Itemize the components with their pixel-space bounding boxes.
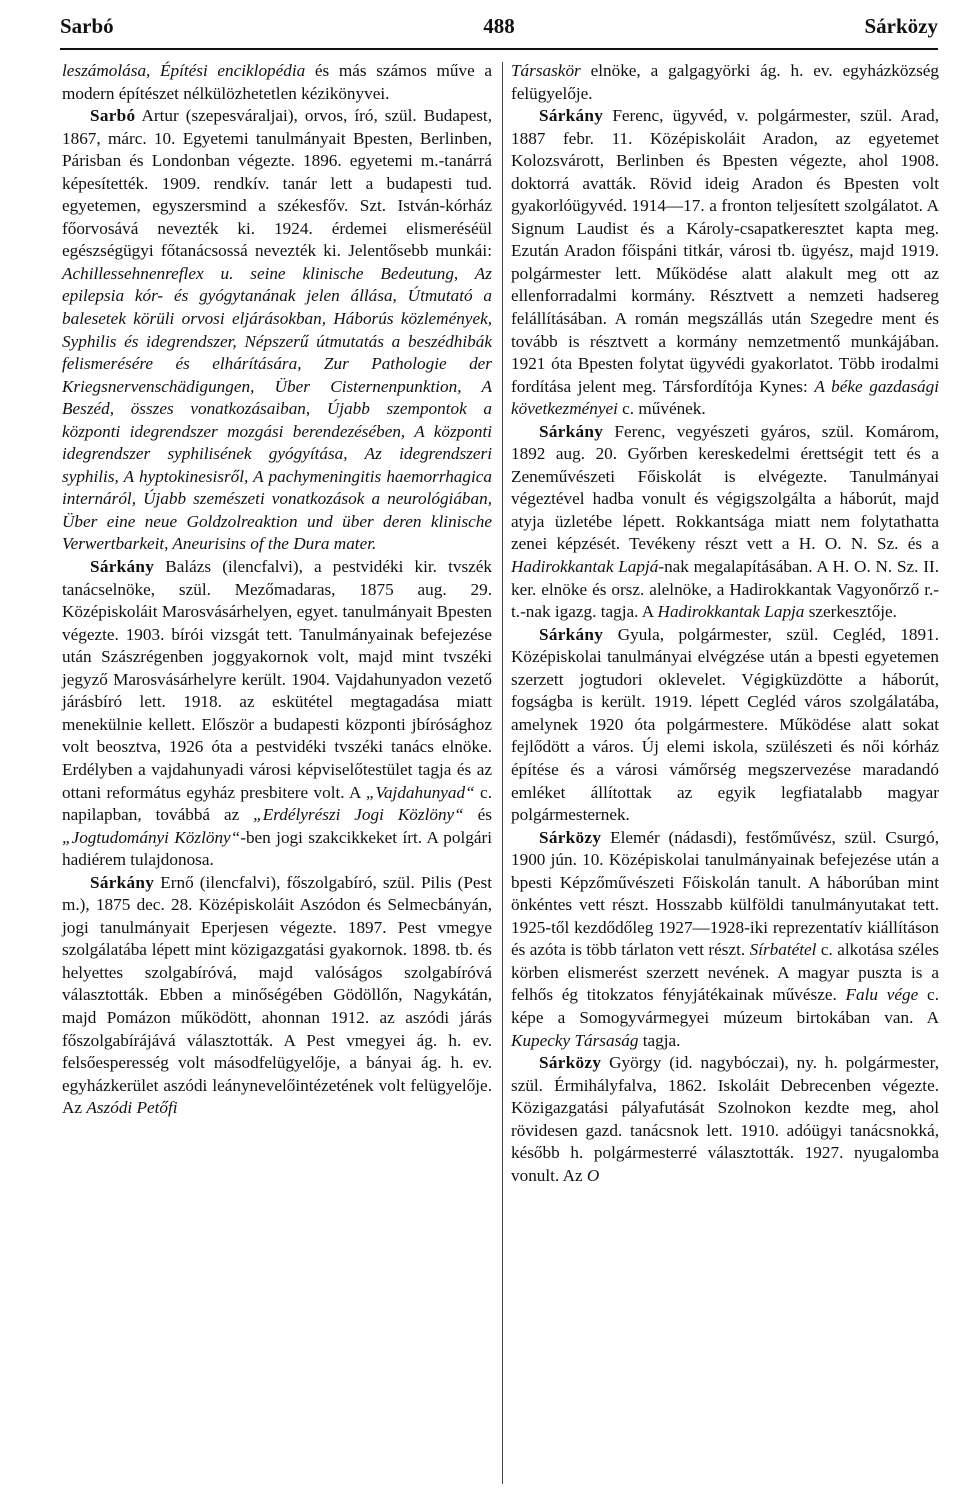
entry-name: Sárkány — [539, 624, 604, 644]
entry-text: tagja. — [638, 1030, 681, 1050]
entry-sarkany-ferenc-chemist — [511, 421, 939, 624]
entry-name: Sárkány — [90, 872, 155, 892]
entry-continuation — [62, 60, 492, 105]
entry-text: c. napilapban, továbbá az — [62, 782, 492, 825]
italic-text: O — [586, 1165, 600, 1185]
entry-name: Sárkány — [539, 106, 604, 126]
entry-text: -ben jogi szakcikkeket írt. A polgári hadiérem tulajdonosa. — [62, 827, 492, 870]
entry-name: Sárközy — [539, 827, 602, 847]
entry-text: és más számos műve a modern építészet nélkülözhetetlen kézikönyvei. — [62, 61, 492, 103]
italic-text: Achillessehnenreflex u. seine klinische Bedeutung, Az epilepsia kór- és gyógytanának jelen állása, Útmutató a balesetek körüli orvosi eljárásokban, Háborús közlemények, Syphilis és idegrendszer, Népszerű útmutatás a beszédhibák felismerésére és elhárítására, Zur Pathologie der Kriegsnervenschädigungen, Über Cisternenpunktion, A Beszéd, összes vonatkozásaiban, Újabb szempontok a központi idegrendszer mozgási berendezésében, A központi idegrendszer syphilisének gyógyítása, Az idegrendszeri syphilis, A hyptokinesisről, A pachymeningitis haemorrhagica internáról, Újabb szemészeti vonatkozások a neurológiában, Über eine neue Goldzolreaktion und über deren klinische Verwertbarkeit, Aneurisins of the Dura mater. — [62, 263, 492, 554]
italic-text: Hadirokkantak Lapjá — [511, 557, 659, 577]
italic-text: „Vajdahunyad“ — [365, 782, 475, 802]
running-header — [60, 14, 938, 46]
column-divider — [502, 62, 503, 1484]
italic-text: Társaskör — [511, 61, 581, 80]
entry-name: Sarbó — [90, 106, 136, 126]
entry-text: Ferenc, ügyvéd, v. polgármester, szül. Arad, 1887 febr. 11. Középiskoláit Aradon, az egyetemet Kolozsvárott, Berlinben és Bpesten végezte, ahol 1908. doktorrá avatták. Rövid ideig Aradon és Bpesten volt gyakorlóügyvéd. 1914—17. a fronton teljesített szolgálatot. A Signum Laudist és a Károly-csapatkeresztet kapta meg. Ezután Aradon főispáni titkár, városi tb. ügyész, majd 1919. polgármester lett. Működése alatt alakult meg ott az ellenforradalmi kormány. Résztvett a nemzeti hadsereg felállításában. A román megszállás után Szegedre ment és tovább is résztvett a kormány nemzetmentő munkájában. 1921 óta Bpesten folytat ügyvédi gyakorlatot. Több irodalmi fordítása jelent meg. Társfordítója Kynes: — [511, 106, 939, 396]
italic-text: „Jogtudományi Közlöny“ — [62, 827, 241, 847]
entry-text: c. képe a Somogyvármegyei múzeum birtokában van. A — [511, 985, 939, 1027]
left-column — [62, 60, 492, 1120]
entry-text: c. művének. — [617, 399, 706, 419]
entry-text: Artur (szepesváraljai), orvos, író, szül. Budapest, 1867, márc. 10. Egyetemi tanulmányait Bpesten, Berlinben, Párisban és Londonban végezte. 1896. egyetemi m.-tanárrá képesítették. 1909. rendkív. tanár lett a budapesti tud. egyetemen, egyszersmind a székesfőv. Szt. István-kórház főorvosává nevezték ki. 1924. érdemei elismeréséül egészségügyi főtanácsossá nevezték ki. Jelentősebb munkái: — [62, 106, 492, 261]
header-rule — [60, 48, 938, 50]
entry-text: Balázs (ilencfalvi), a pestvidéki kir. tvszék tanácselnöke, szül. Mezőmadaras, 1875 aug. 29. Középiskoláit Marosvásárhelyen, egyet. tanulmányait Bpesten végezte. 1903. bírói vizsgát tett. Tanulmányainak befejezése után Szászrégenben joggyakornok volt, majd mint tvszéki jegyző Marosvásárhelyre került. 1904. Vajdahunyadon vezető járásbíró lett. 1918. az eskütétel megtagadása miatt menekülnie kellett. Először a budapesti központi jbírósághoz volt beosztva, 1926 óta a pestvidéki tvszéki tanács elnöke. Erdélyben a vajdahunyadi városi képviselőtestület tagja és az ottani református egyház presbitere volt. A — [62, 557, 492, 802]
entry-text: Ferenc, vegyészeti gyáros, szül. Komárom, 1892 aug. 20. Győrben kereskedelmi érettségit tett és a Zeneművészeti Főiskolát is elvégezte. Tanulmányai végeztével hadba vonult és végigszolgálta a háborút, majd atyja üzletébe lépett. Rokkantsága miatt nem folytathatta zenei képzését. Tevékeny részt vett a H. O. N. Sz. és a — [511, 421, 939, 554]
entry-text: -nak megalapításában. A H. O. N. Sz. II. ker. elnöke és orsz. alelnöke, a Hadirokkantak Vagyonőrző r.-t.-nak igazg. tagja. A — [511, 557, 939, 622]
header-left-keyword: Sarbó — [60, 14, 114, 38]
entry-text: Ernő (ilencfalvi), főszolgabíró, szül. Pilis (Pest m.), 1875 dec. 28. Középiskoláit Aszódon és Selmecbányán, jogi tanulmányait Eperjesen végezte. 1897. Pest vmegye szolgálatába lépett mint közigazgatási gyakornok. 1898. tb. és helyettes szolgabíróvá, majd valóságos szolgabíróvá választották. Ebben a minőségében Gödöllőn, Nagykátán, majd Pomázon működött, ahonnan 1912. az aszódi járás főszolgabírájává választották. A Pest vmegyei ág. h. ev. felsőesperesség volt másodfelügyelője, a bányai ág. h. ev. egyházkerület aszódi leánynevelőintézetének volt felügyelője. Az — [62, 872, 492, 1118]
page-number: 488 — [483, 14, 515, 38]
entry-name: Sárközy — [539, 1053, 602, 1073]
entry-sarkany-balazs — [62, 556, 492, 872]
entry-sarkozy-gyorgy — [511, 1052, 939, 1187]
entry-name: Sárkány — [539, 421, 604, 441]
italic-text: leszámolása, Építési enciklopédia — [62, 61, 306, 80]
entry-text: elnöke, a galgagyörki ág. h. ev. egyházközség felügyelője. — [511, 61, 939, 103]
entry-name: Sárkány — [90, 557, 155, 577]
entry-sarkozy-elemer — [511, 827, 939, 1052]
italic-text: Hadirokkantak Lapja — [657, 602, 805, 622]
italic-text: Aszódi Petőfi — [86, 1098, 178, 1118]
entry-sarkany-gyula — [511, 624, 939, 827]
entry-text: György (id. nagybóczai), ny. h. polgármester, szül. Érmihályfalva, 1862. Iskoláit Debrecenben végezte. Közigazgatási pályafutását Szolnokon kezdte meg, ahol rövidesen gazd. tanácsnok lett. 1910. adóügyi tanácsnokká, később h. polgármesterré választották. 1927. nyugalomba vonult. Az — [511, 1053, 939, 1185]
entry-sarkany-erno — [62, 872, 492, 1120]
right-column — [511, 60, 939, 1187]
italic-text: Falu vége — [845, 985, 919, 1005]
header-right-keyword: Sárközy — [864, 14, 938, 38]
italic-text: Sírbatétel — [749, 940, 817, 960]
entry-text: Gyula, polgármester, szül. Cegléd, 1891. Középiskolai tanulmányai elvégzése után a bpesti egyetemen szerzett jogtudori oklevelet. Végigküzdötte a háborút, fogságba is került. 1919. lépett Cegléd város szolgálatába, amelynek 1920 óta polgármestere. Működése alatt sokat fejlődött a város. Új elemi iskola, szülészeti és női kórház építése és a városi vámőrség megszervezése maradandó emléket állítottak az egyik legfiatalabb magyar polgármesternek. — [511, 624, 939, 825]
italic-text: Kupecky Társaság — [511, 1030, 639, 1050]
entry-text: c. alkotása széles körben elismerést szerzett nevének. A magyar puszta is a felhős ég titokzatos fényjátékainak művésze. — [511, 940, 939, 1005]
italic-text: „Erdélyrészi Jogi Közlöny“ — [253, 805, 464, 825]
entry-sarbo-artur — [62, 105, 492, 556]
entry-text: Elemér (nádasdi), festőművész, szül. Csurgó, 1900 jún. 10. Középiskolai tanulmányainak befejezése után a bpesti Képzőművészeti Főiskolán tanult. A háborúban mint önkéntes vett részt. Hosszabb külföldi tanulmányutakat tett. 1925-től kezdődőleg 1927—1928-iki reprezentatív kiállításon és azóta is több tárlaton vett részt. — [511, 827, 939, 960]
entry-text: szerkesztője. — [804, 602, 897, 622]
entry-sarkany-ferenc-lawyer — [511, 105, 939, 421]
italic-text: A béke gazdasági következményei — [511, 376, 939, 419]
entry-continuation — [511, 60, 939, 105]
entry-text: és — [463, 805, 492, 825]
